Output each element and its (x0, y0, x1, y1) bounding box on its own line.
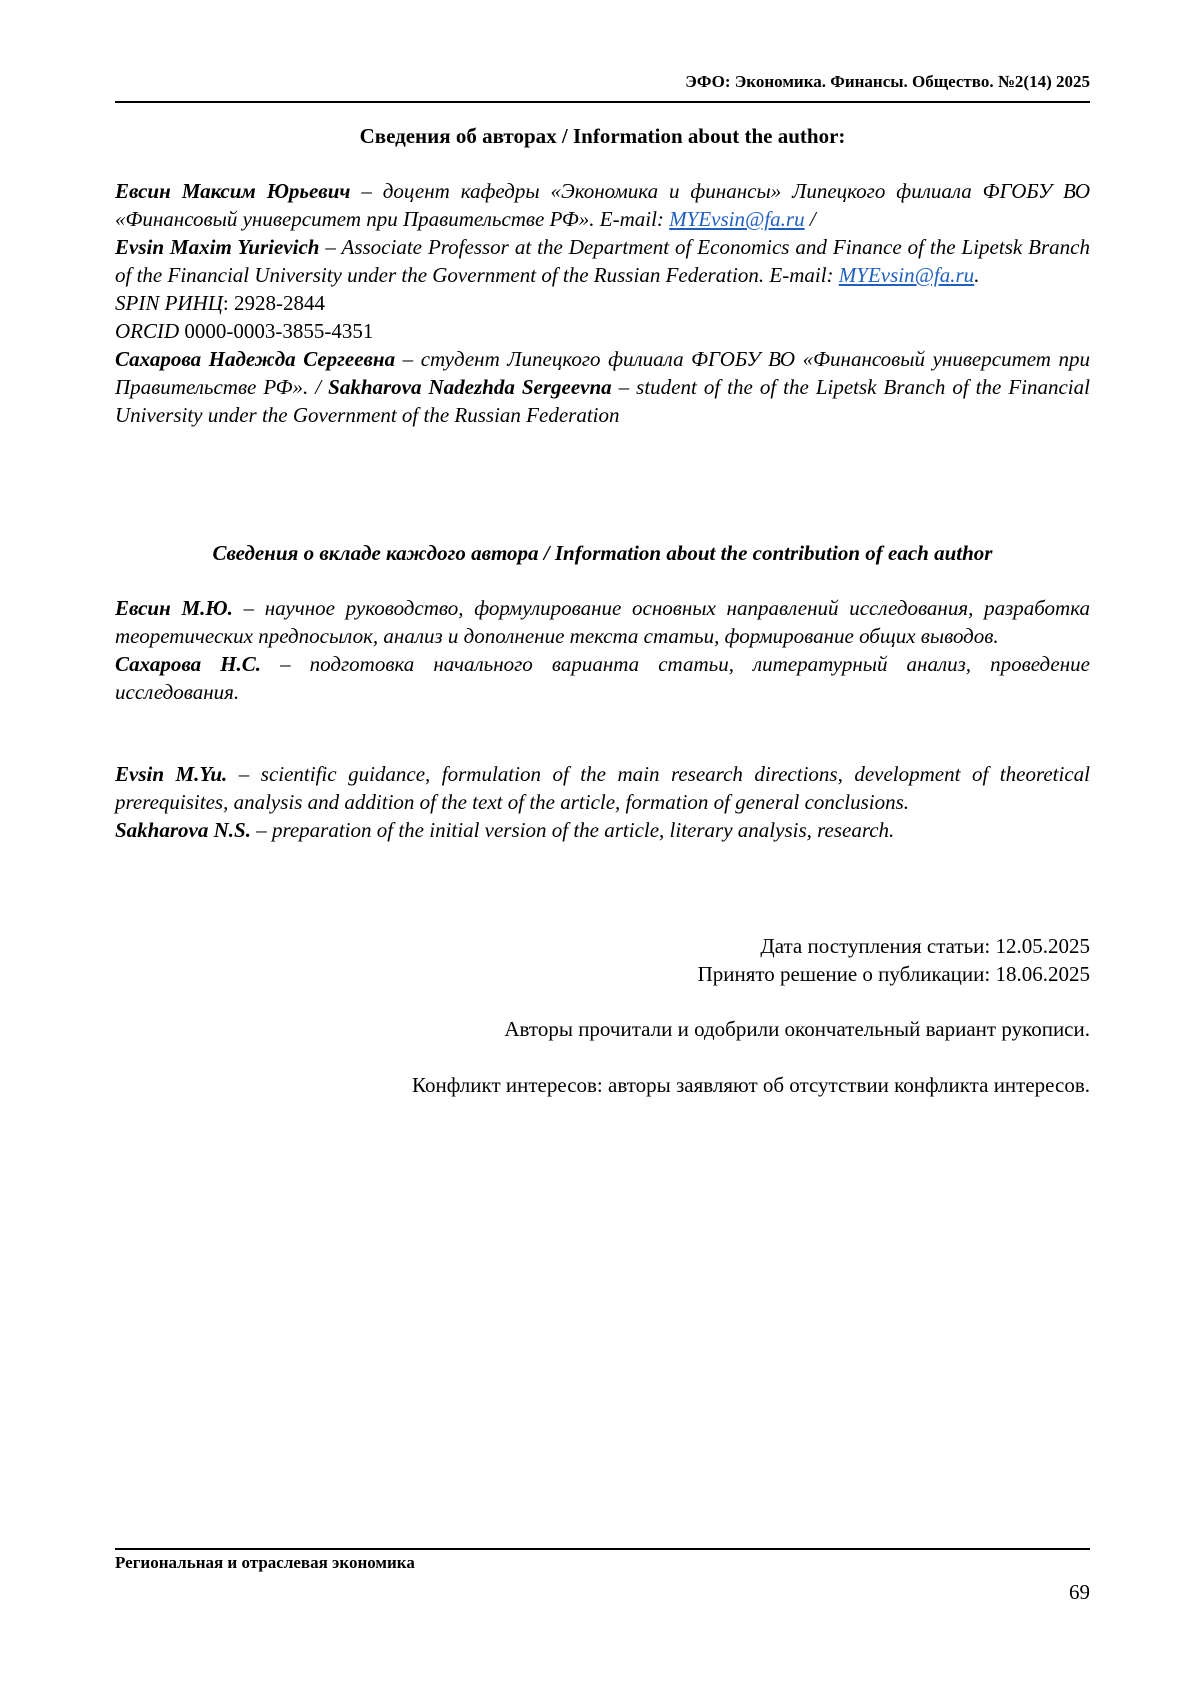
contributor-text: – preparation of the initial version of the article, literary analysis, research. (250, 818, 895, 842)
contribution-en-block (115, 760, 1090, 844)
journal-header: ЭФО: Экономика. Финансы. Общество. №2(14) 2025 (685, 72, 1090, 91)
received-date: Дата поступления статьи: 12.05.2025 (760, 934, 1090, 958)
author1-spin (115, 289, 1090, 317)
author2-entry (115, 345, 1090, 429)
author1-desc-en: – Associate Professor at the Department of Economics and Finance of the Lipetsk Branch of the Financial University under the Government of the Russian Federation. E-mail: (115, 235, 1090, 287)
contribution-en-2 (115, 816, 1090, 844)
author2-desc-en: – student of the of the Lipetsk Branch of the Financial University under the Government of the Russian Federation (115, 375, 1090, 427)
author1-orcid (115, 317, 1090, 345)
author1-email-link[interactable]: MYEvsin@fa.ru (669, 207, 805, 231)
contributor-text: – научное руководство, формулирование основных направлений исследования, разработка теоретических предпосылок, анализ и дополнение текста статьи, формирование общих выводов. (115, 596, 1091, 648)
footer-section-title: Региональная и отраслевая экономика (115, 1553, 415, 1572)
orcid-value: 0000-0003-3855-4351 (179, 319, 374, 343)
contributor-text: – scientific guidance, formulation of the main research directions, development of theoretical prerequisites, analysis and addition of the text of the article, formation of general conclusions. (115, 762, 1090, 814)
spin-label: SPIN РИНЦ (115, 291, 223, 315)
orcid-label: ORCID (115, 319, 180, 343)
dates-block (115, 932, 1090, 988)
author2-desc-ru: – студент Липецкого филиала ФГОБУ ВО «Финансовый университет при Правительстве РФ». / (115, 347, 1091, 399)
contribution-ru-block (115, 594, 1090, 706)
author2-name-ru: Сахарова Надежда Сергеевна (115, 347, 396, 371)
author1-email-end: . (974, 263, 980, 287)
conflict-statement: Конфликт интересов: авторы заявляют об отсутствии конфликта интересов. (412, 1073, 1090, 1097)
authors-section-title: Сведения об авторах / Information about the author: (359, 124, 846, 148)
author1-email-link-en[interactable]: MYEvsin@fa.ru (838, 263, 975, 287)
contribution-ru-1 (115, 594, 1090, 650)
author1-name-ru: Евсин Максим Юрьевич (115, 179, 351, 203)
author1-slash: / (804, 207, 816, 231)
author1-entry (115, 177, 1090, 289)
page-number: 69 (1069, 1580, 1090, 1604)
contribution-section-title: Сведения о вкладе каждого автора / Information about the contribution of each author (212, 541, 993, 565)
spin-value: : 2928-2844 (222, 291, 325, 315)
author1-desc-ru: – доцент кафедры «Экономика и финансы» Липецкого филиала ФГОБУ ВО «Финансовый университет при Правительстве РФ». E-mail: (115, 179, 1091, 231)
contributor-name: Сахарова Н.С. (115, 652, 262, 676)
contributor-text: – подготовка начального варианта статьи, литературный анализ, проведение исследования. (115, 652, 1090, 704)
authors-info-block (115, 177, 1090, 429)
footer-divider (115, 1548, 1090, 1550)
contributor-name: Евсин М.Ю. (115, 596, 233, 620)
header-divider (115, 101, 1090, 103)
contributor-name: Sakharova N.S. (115, 818, 251, 842)
contributor-name: Evsin M.Yu. (115, 762, 228, 786)
contribution-en-1 (115, 760, 1090, 816)
author2-name-en: Sakharova Nadezhda Sergeevna (328, 375, 612, 399)
author1-name-en: Evsin Maxim Yurievich (115, 235, 320, 259)
accepted-date: Принято решение о публикации: 18.06.2025 (697, 962, 1090, 986)
contribution-ru-2 (115, 650, 1090, 706)
approval-statement: Авторы прочитали и одобрили окончательный вариант рукописи. (504, 1017, 1090, 1041)
